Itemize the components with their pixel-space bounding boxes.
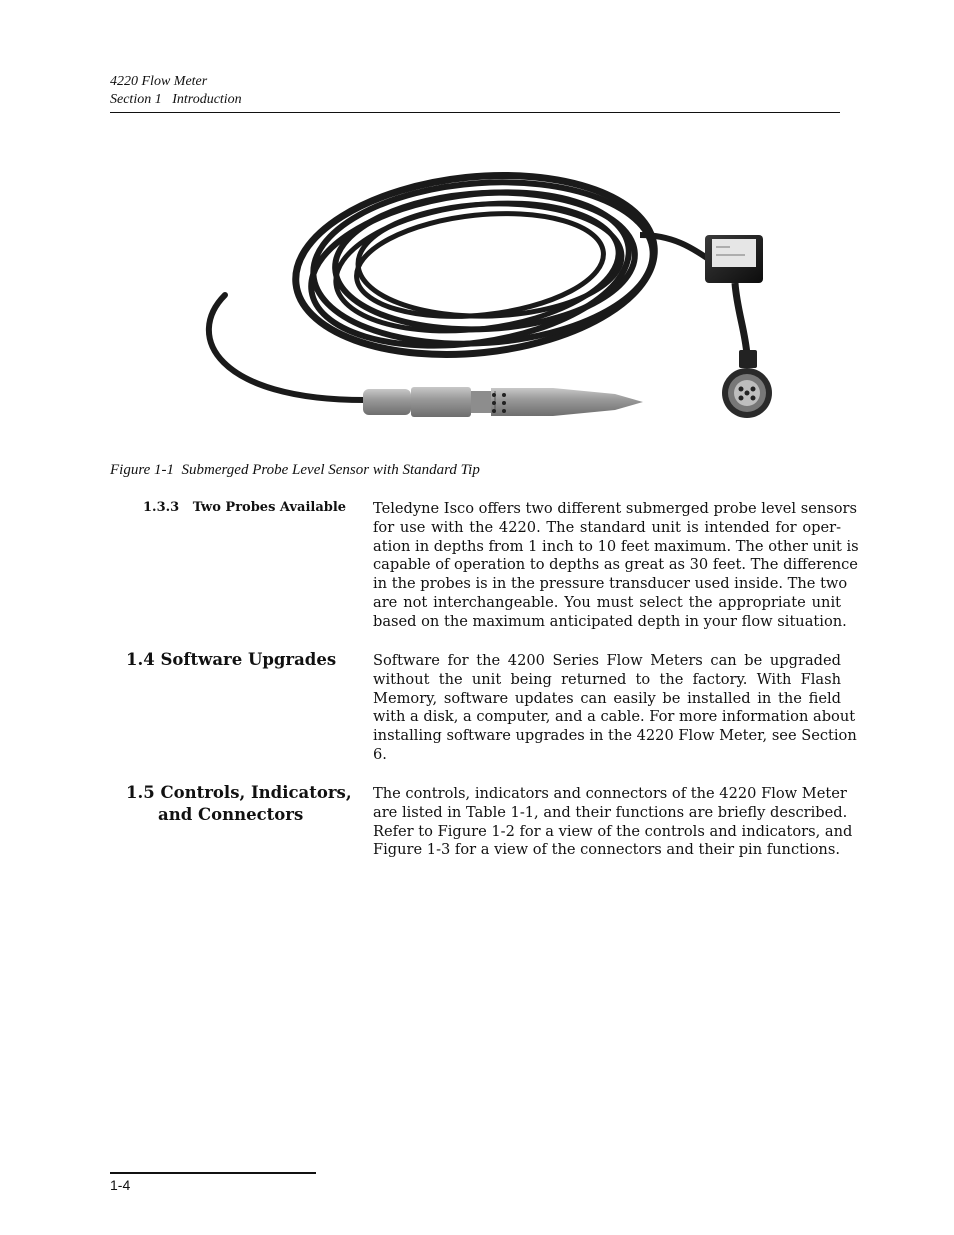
page-number: 1-4 [110, 1177, 131, 1193]
paragraph-line: are listed in Table 1-1, and their functions are briefly described. [373, 803, 848, 821]
footer-rule [110, 1172, 316, 1174]
paragraph-line: without the unit being returned to the factory. With Flash [373, 670, 841, 688]
paragraph-line: The controls, indicators and connectors of the 4220 Flow Meter [373, 785, 847, 802]
paragraph-line: installing software upgrades in the 4220 Flow Meter, see Section [373, 727, 857, 745]
paragraph-line: Teledyne Isco offers two different submerged probe level sensors [373, 500, 857, 517]
section-number: 1.5 [126, 783, 155, 802]
section-1-5-body [373, 785, 853, 860]
running-header-title: 4220 Flow Meter [110, 74, 208, 89]
section-1-4-body [373, 652, 857, 765]
section-title-line1: Controls, Indicators, [160, 783, 352, 802]
paragraph-line: in the probes is in the pressure transducer used inside. The two [373, 575, 848, 593]
section-title-line2: and Connectors [158, 805, 304, 824]
section-title: Two Probes Available [192, 500, 347, 515]
paragraph-line: are not interchangeable. You must select the appropriate unit [373, 593, 841, 611]
paragraph-line: 6. [373, 745, 387, 763]
section-1-4-heading [126, 650, 336, 669]
section-1-5-heading [126, 783, 352, 802]
section-number: 1.3.3 [143, 500, 180, 515]
section-1-3-3-body [373, 500, 859, 632]
paragraph-line: Software for the 4200 Series Flow Meters can be upgraded [373, 652, 841, 669]
paragraph-line: capable of operation to depths as great as 30 feet. The difference [373, 556, 858, 574]
paragraph-line: ation in depths from 1 inch to 10 feet maximum. The other unit is [373, 537, 859, 555]
probe-sensor-figure [185, 165, 785, 435]
section-title: Software Upgrades [160, 650, 337, 669]
paragraph-line: Refer to Figure 1-2 for a view of the controls and indicators, and [373, 822, 853, 840]
paragraph-line: based on the maximum anticipated depth in your flow situation. [373, 612, 847, 630]
running-header-section: Section 1 Introduction [110, 92, 242, 107]
section-number: 1.4 [126, 650, 155, 669]
paragraph-line: with a disk, a computer, and a cable. For more information about [373, 708, 856, 726]
figure-caption: Figure 1-1 Submerged Probe Level Sensor with Standard Tip [110, 462, 480, 478]
paragraph-line: for use with the 4220. The standard unit is intended for oper- [373, 518, 841, 536]
section-1-3-3-heading [143, 500, 346, 515]
paragraph-line: Memory, software updates can easily be installed in the field [373, 689, 841, 707]
header-rule [110, 112, 840, 113]
paragraph-line: Figure 1-3 for a view of the connectors and their pin functions. [373, 841, 840, 859]
